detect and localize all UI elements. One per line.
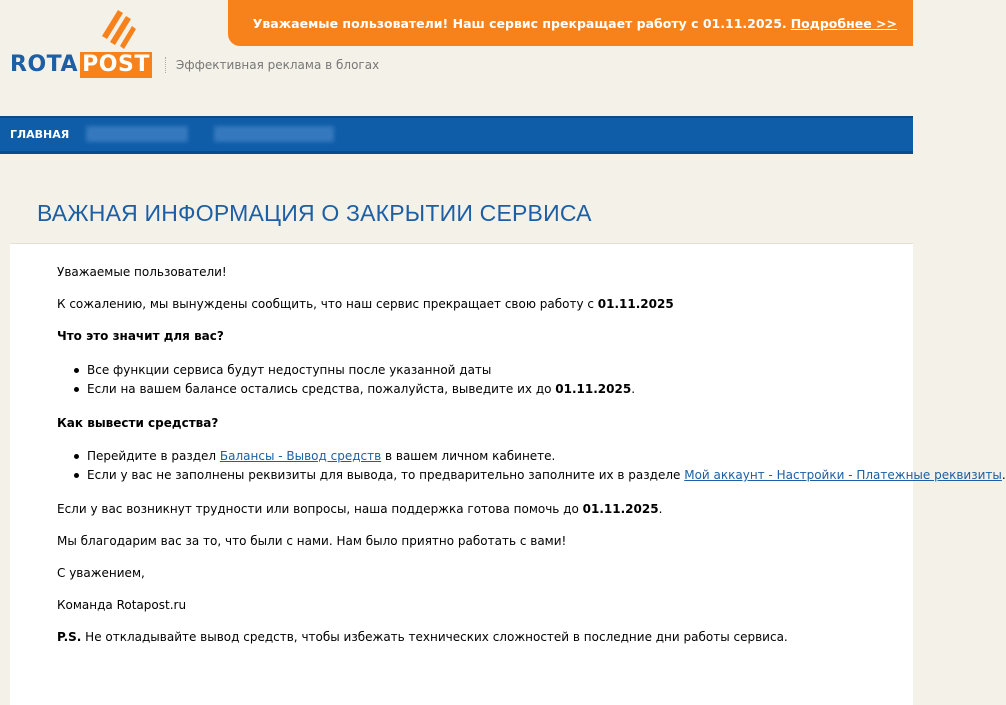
team-signature: Команда Rotapost.ru: [57, 598, 187, 612]
intro-text: К сожалению, мы вынуждены сообщить, что наш сервис прекращает свою работу с: [57, 297, 598, 311]
tagline: Эффективная реклама в блогах: [165, 57, 379, 73]
list-item: Все функции сервиса будут недоступны после указанной даты: [87, 363, 492, 377]
support-paragraph: [57, 502, 662, 516]
list-item: [87, 382, 635, 396]
intro-paragraph: [57, 297, 674, 311]
list-item-date: 01.11.2025: [555, 382, 632, 396]
rotapost-logo[interactable]: [10, 6, 152, 78]
logo-text-post: POST: [80, 52, 152, 78]
list-item-end: .: [631, 382, 636, 396]
support-date: 01.11.2025: [582, 502, 659, 516]
bullet: [74, 368, 79, 373]
nav-item-redacted-2[interactable]: [214, 126, 334, 142]
pencils-icon: [98, 6, 138, 52]
ps-text: Не откладывайте вывод средств, чтобы избежать технических сложностей в последние дни работы сервиса.: [81, 630, 788, 644]
logo-text-rota: ROTA: [10, 52, 78, 77]
nav-item-home[interactable]: ГЛАВНАЯ: [10, 128, 70, 141]
support-text: Если у вас возникнут трудности или вопросы, наша поддержка готова помочь до: [57, 502, 583, 516]
bullet: [74, 473, 79, 478]
list-item: [87, 468, 1006, 482]
bullet: [74, 454, 79, 459]
section-heading-meaning: Что это значит для вас?: [57, 329, 224, 343]
list-item-text: Если на вашем балансе остались средства, пожалуйста, выведите их до: [87, 382, 556, 396]
bullet: [74, 387, 79, 392]
main-nav: [0, 116, 913, 154]
payment-details-link[interactable]: Мой аккаунт - Настройки - Платежные реквизиты: [684, 468, 1002, 482]
header: [0, 0, 913, 116]
thanks-paragraph: Мы благодарим вас за то, что были с нами. Нам было приятно работать с вами!: [57, 534, 567, 548]
regards: С уважением,: [57, 566, 145, 580]
notice-more-link[interactable]: Подробнее >>: [790, 15, 897, 31]
page-title: ВАЖНАЯ ИНФОРМАЦИЯ О ЗАКРЫТИИ СЕРВИСА: [37, 200, 592, 226]
notice-text: Уважаемые пользователи! Наш сервис прекращает работу с 01.11.2025.: [252, 15, 787, 31]
greeting: Уважаемые пользователи!: [57, 265, 227, 279]
list-item-text: .: [1001, 468, 1006, 482]
announcement-content: [10, 243, 1006, 705]
list-item-text: Перейдите в раздел: [87, 449, 220, 463]
intro-date: 01.11.2025: [597, 297, 674, 311]
list-item-text: Если у вас не заполнены реквизиты для вывода, то предварительно заполните их в разделе: [87, 468, 685, 482]
closure-notice-bar: [228, 0, 913, 46]
nav-item-redacted-1[interactable]: [86, 126, 188, 142]
section-heading-withdraw: Как вывести средства?: [57, 416, 219, 430]
balances-withdraw-link[interactable]: Балансы - Вывод средств: [219, 449, 382, 463]
ps-label: P.S.: [57, 630, 82, 644]
ps-paragraph: [57, 630, 788, 644]
list-item-text: в вашем личном кабинете.: [381, 449, 556, 463]
list-item: [87, 449, 555, 463]
support-end: .: [658, 502, 663, 516]
